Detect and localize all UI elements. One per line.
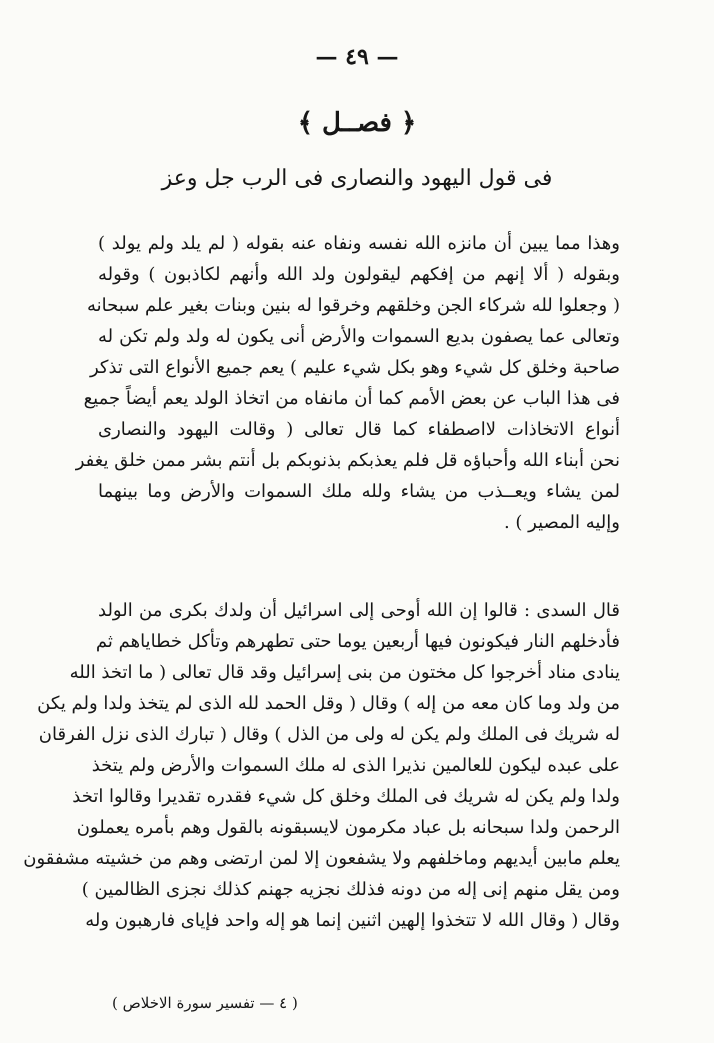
text-line: فأدخلهم النار فيكونون فيها أربعين يوما حتى تطهرهم وتأكل خطاياهم ثم [95,631,620,652]
text-line: نحن أبناء الله وأحباؤه قل فلم يعذبكم بذنوبكم بل أنتم بشر ممن خلق يغفر [75,450,620,471]
text-line: يعلم مابين أيديهم وماخلفهم ولا يشفعون إلا لمن ارتضى وهم من خشيته مشفقون [23,848,620,869]
text-line: من ولد وما كان معه من إله ) وقال ( وقل الحمد لله الذى لم يتخذ ولدا ولم يكن [37,693,620,714]
text-line: ولدا ولم يكن له شريك فى الملك وخلق كل شيء فقدره تقديرا وقالوا اتخذ [72,786,620,807]
text-line: لمن يشاء ويعــذب من يشاء ولله ملك السموات والأرض وما بينهما [98,481,620,502]
chapter-title: فى قول اليهود والنصارى فى الرب جل وعز [161,166,553,191]
text-line: وإليه المصير ) . [503,512,620,533]
text-line: وقال ( وقال الله لا تتخذوا إلهين اثنين إنما هو إله واحد فإياى فارهبون وله [85,910,620,931]
text-line: على عبده ليكون للعالمين نذيرا الذى له ملك السموات والأرض ولم يتخذ [91,755,620,776]
text-line: صاحبة وخلق كل شيء وهو بكل شيء عليم ) يعم جميع الأنواع التى تذكر [89,357,620,378]
text-line: وتعالى عما يصفون بديع السموات والأرض أنى يكون له ولد ولم تكن له [98,326,620,347]
text-line: الرحمن ولدا سبحانه بل عباد مكرمون لايسبقونه بالقول وهم بأمره يعملون [76,817,620,838]
text-line: له شريك فى الملك ولم يكن له ولى من الذل ) وقال ( تبارك الذى نزل الفرقان [38,724,620,745]
paragraph-2 [23,595,620,936]
text-line: أنواع الاتخاذات لااصطفاء كما قال تعالى ( وقالت اليهود والنصارى [98,419,620,440]
text-line: قال السدى : قالوا إن الله أوحى إلى اسرائيل أن ولدك بكرى من الولد [98,600,620,621]
footer-signature: ( ٤ — تفسير سورة الاخلاص ) [112,994,298,1012]
text-line: ومن يقل منهم إنى إله من دونه فذلك نجزيه جهنم كذلك نجزى الظالمين ) [81,879,620,900]
text-line: فى هذا الباب عن بعض الأمم كما أن مانفاه من اتخاذ الولد يعم أيضاً جميع [83,388,620,409]
text-line: وهذا مما يبين أن مانزه الله نفسه ونفاه عنه بقوله ( لم يلد ولم يولد ) [98,233,620,254]
page-number: — ٤٩ — [315,44,399,70]
section-header: ﴿ فصــل ﴾ [297,108,417,138]
text-line: ( وجعلوا لله شركاء الجن وخلقهم وخرقوا له بنين وبنات بغير علم سبحانه [87,295,620,316]
paragraph-1 [75,228,620,538]
text-line: وبقوله ( ألا إنهم من إفكهم ليقولون ولد الله وأنهم لكاذبون ) وقوله [98,264,620,285]
text-line: ينادى مناد أخرجوا كل مختون من بنى إسرائيل وقد قال تعالى ( ما اتخذ الله [69,662,620,683]
